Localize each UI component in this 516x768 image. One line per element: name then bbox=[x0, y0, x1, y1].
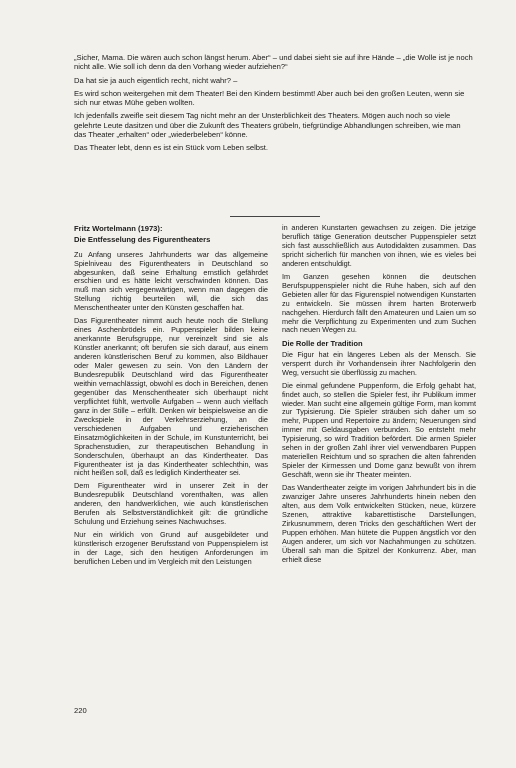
intro-paragraph: Ich jedenfalls zweifle seit diesem Tag nicht mehr an der Unsterblichkeit des Theaters. Mögen auch noch so viele gelehrte Leute dasitzen und über die Zukunft des Theaters grübeln, tiefgründige Abhandlungen schreiben, wie man das Theater „erhalten“ oder „wiederbeleben“ könne. bbox=[74, 111, 461, 140]
section-divider bbox=[230, 216, 320, 217]
body-paragraph: in anderen Kunstarten gewachsen zu zeigen. Die jetzige beruflich tätige Generation deutscher Puppenspieler setzt sich fast ausschließlich aus Autodidakten zusammen. Das spricht sicherlich für manchen von ihnen, wie es vieles bei anderen entschuldigt. bbox=[282, 223, 476, 268]
intro-paragraph: Es wird schon weitergehen mit dem Theater! Bei den Kindern bestimmt! Aber auch bei den großen Leuten, wenn sie sich nur etwas Mühe geben wollten. bbox=[74, 88, 465, 108]
intro-paragraph: Das Theater lebt, denn es ist ein Stück vom Leben selbst. bbox=[74, 143, 269, 153]
page-number: 220 bbox=[74, 706, 87, 715]
intro-paragraph: „Sicher, Mama. Die wären auch schon längst herum. Aber“ – und dabei sieht sie auf ihre Hände – „die Wolle ist je noch nicht alle. Wie soll ich denn da den Vorhang wieder aufziehen?“ bbox=[74, 53, 473, 72]
article-title: Die Entfesselung des Figurentheaters bbox=[74, 235, 211, 245]
body-paragraph: Im Ganzen gesehen können die deutschen Berufspuppenspieler nicht die Ruhe haben, sich auf den Gebieten aller für das Figurenspiel notwendigen Kunstarten zu entwickeln. Sie müssen ihrem harten Broterwerb nachgehen. Hierdurch fällt den Amateuren und Laien um so mehr die Verpflichtung zu Experimenten und zum Suchen nach neuen Wegen zu. bbox=[282, 271, 476, 335]
body-paragraph: Nur ein wirklich von Grund auf ausgebildeter und künstlerisch erzogener Berufsstand von Puppenspielern ist in der Lage, sich den heutigen Anforderungen im beruflichen Leben und im Vergleich mit den Leistungen bbox=[74, 530, 268, 567]
intro-paragraph: Da hat sie ja auch eigentlich recht, nicht wahr? – bbox=[74, 75, 238, 85]
left-column bbox=[74, 224, 268, 571]
body-paragraph: Das Wandertheater zeigte im vorigen Jahrhundert bis in die zwanziger Jahre unseres Jahrhunderts hinein neben den alten, aus dem Volk entwickelten Stücken, neue, kürzere Szenen, attraktive kabarettistische Darstellungen, Zirkusnummern, deren Tricks den geschäftlichen Wert der Puppen erhöhen. Man hütete die Puppen ängstlich vor den Augen anderer, um sich vor Nachahmungen zu schützen. Überall sah man die Spitzel der Konkurrenz. Aber, man erhielt diese bbox=[282, 483, 476, 564]
article-author: Fritz Wortelmann (1973): bbox=[74, 224, 163, 233]
right-column bbox=[282, 224, 476, 569]
body-paragraph: Die einmal gefundene Puppenform, die Erfolg gehabt hat, findet auch, so stellen die Spieler fest, ihr Publikum immer wieder. Man sucht eine allgemein gültige Form, man kommt zur Typisierung. Die Spieler sträuben sich daher um so mehr, Puppen und Repertoire zu ändern; Neuerungen sind immer mit Geldausgaben verbunden. So entsteht mehr Typisierung, so wird Tradition befördert. Die armen Spieler sehen in der großen Zahl ihrer viel verwendbaren Puppen materiellen Reichtum und so sprachen die alten fahrenden Spieler der Kirmessen und Dome ganz bewußt von ihrem Geschäft, wenn sie ihr Theater meinten. bbox=[282, 380, 476, 480]
body-paragraph: Die Figur hat ein längeres Leben als der Mensch. Sie versperrt durch ihr Vorhandensein ihrer Nachfolgerin den Weg, versucht sie überflüssig zu machen. bbox=[282, 349, 476, 377]
intro-section bbox=[74, 53, 474, 157]
section-subheading: Die Rolle der Tradition bbox=[282, 339, 363, 349]
body-paragraph: Dem Figurentheater wird in unserer Zeit in der Bundesrepublik Deutschland vorenthalten, was allen anderen, den handwerklichen, wie auch künstlerischen Berufen als Selbstverständlichkeit gilt: die gründliche Schulung und Erziehung seines Nachwuchses. bbox=[74, 481, 268, 527]
body-paragraph: Zu Anfang unseres Jahrhunderts war das allgemeine Spielniveau des Figurentheaters in Deutschland so abgesunken, daß seine Erhaltung ernstlich gefährdet erschien und es hätte leicht verschwinden können. Das muß man sich vergegenwärtigen, wenn man dagegen die Stellung richtig beurteilen will, die sich das Menschentheater unter den Künsten geschaffen hat. bbox=[74, 249, 268, 313]
body-paragraph: Das Figurentheater nimmt auch heute noch die Stellung eines Aschenbrödels ein. Puppenspieler bilden keine anerkannte Berufsgruppe, nur vereinzelt sind sie als Künstler anerkannt; oft berufen sie sich darauf, aus einem anderen künstlerischen Beruf zu kommen, also Bildhauer oder Maler gewesen zu sein. Von den Ländern der Bundesrepublik Deutschland wird das Figurentheater weithin vernachlässigt, obwohl es doch in Bereichen, denen gegenüber das Menschentheater sich überhaupt nicht verpflichtet fühlt, wertvolle Aufgaben – wenn auch vielfach ganz in der Stille – erfüllt. Denken wir beispielsweise an die Zweckspiele in der Verkehrserziehung, an die verschiedenen Aufgaben und erzieherischen Einsatzmöglichkeiten in der Schule, im Kunstunterricht, bei Sprachenstudien, zur therapeutischen Behandlung in Sonderschulen, überhaupt an das Kindertheater. Das Figurentheater ist ja das Kindertheater schlechthin, was nicht heißen soll, daß es lediglich Kindertheater sei. bbox=[74, 316, 268, 478]
